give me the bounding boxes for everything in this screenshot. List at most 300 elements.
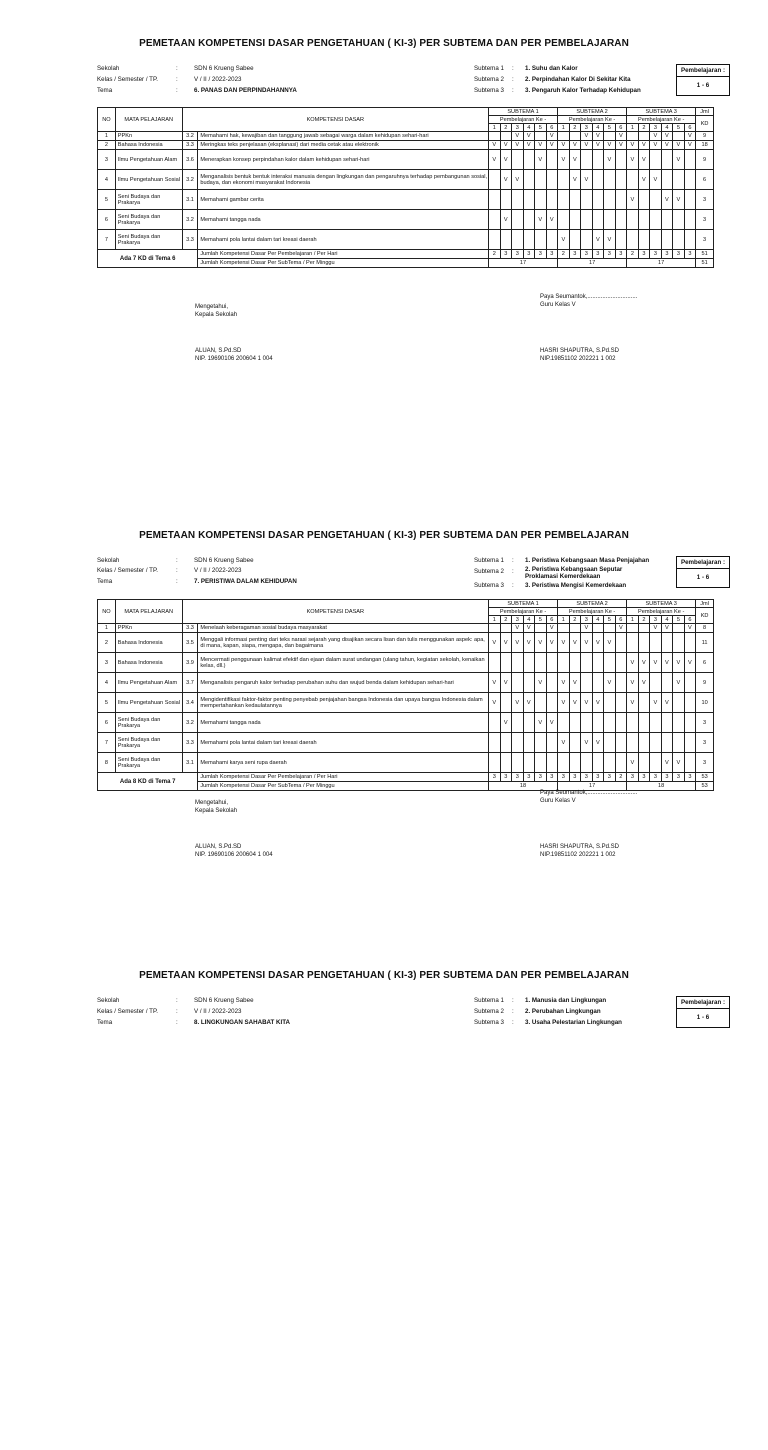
per-hari-count: 3 (512, 250, 524, 259)
row-check-mark: V (535, 210, 547, 230)
row-check-mark (546, 753, 558, 773)
row-check-mark (615, 713, 627, 733)
row-check-mark (512, 230, 524, 250)
row-subject: Seni Budaya dan Prakarya (115, 753, 182, 773)
info-label: Kelas / Semester / TP. (97, 76, 158, 83)
row-check-mark (673, 633, 685, 653)
per-hari-count: 3 (638, 773, 650, 782)
row-kd-description: Memahami pola lantai dalam tari kreasi daerah (198, 230, 489, 250)
subtema-label: Subtema 3 (474, 87, 504, 94)
row-check-mark: V (489, 673, 501, 693)
teacher-block (540, 293, 637, 309)
row-subject: Seni Budaya dan Prakarya (115, 733, 182, 753)
info-colon: : (176, 1008, 178, 1015)
info-value: 6. PANAS DAN PERPINDAHANNYA (194, 87, 297, 94)
row-number: 1 (98, 132, 116, 141)
col-pembelajaran-number: 6 (615, 616, 627, 624)
per-hari-count: 3 (535, 250, 547, 259)
row-total: 3 (696, 753, 714, 773)
row-number: 6 (98, 713, 116, 733)
section-title: PEMETAAN KOMPETENSI DASAR PENGETAHUAN ( KI-3) PER SUBTEMA DAN PER PEMBELAJARAN (139, 38, 629, 49)
per-hari-count: 3 (592, 250, 604, 259)
row-check-mark (650, 150, 662, 170)
info-label: Sekolah (97, 65, 120, 72)
col-pembelajaran-number: 1 (627, 616, 639, 624)
row-check-mark (638, 624, 650, 633)
col-pembelajaran-ke: Pembelajaran Ke - (489, 116, 558, 124)
row-check-mark (523, 170, 535, 190)
row-total: 10 (696, 693, 714, 713)
row-check-mark: V (661, 132, 673, 141)
kd-row (98, 150, 714, 170)
row-check-mark: V (650, 170, 662, 190)
row-check-mark: V (535, 713, 547, 733)
row-check-mark (523, 190, 535, 210)
headmaster-name-line: NIP. 19690106 200604 1 004 (195, 852, 273, 858)
subtema-row (474, 1017, 622, 1028)
subtema-row (474, 555, 653, 566)
col-pembelajaran-ke: Pembelajaran Ke - (558, 116, 627, 124)
row-check-mark (661, 673, 673, 693)
row-check-mark (615, 210, 627, 230)
row-subject: Ilmu Pengetahuan Sosial (115, 170, 182, 190)
per-hari-count: 3 (569, 250, 581, 259)
per-hari-count: 2 (489, 250, 501, 259)
teacher-block (540, 789, 637, 805)
row-check-mark: V (569, 633, 581, 653)
row-check-mark (627, 210, 639, 230)
row-check-mark (558, 624, 570, 633)
col-pembelajaran-ke: Pembelajaran Ke - (489, 608, 558, 616)
row-check-mark (500, 693, 512, 713)
row-check-mark (512, 653, 524, 673)
col-pembelajaran-number: 3 (512, 124, 524, 132)
row-check-mark (650, 673, 662, 693)
headmaster-block (195, 799, 237, 815)
kd-row (98, 653, 714, 673)
col-subtema: SUBTEMA 2 (558, 108, 627, 116)
row-check-mark (638, 132, 650, 141)
row-check-mark: V (627, 150, 639, 170)
col-subtema: SUBTEMA 3 (627, 108, 696, 116)
row-check-mark (615, 190, 627, 210)
col-pembelajaran-ke: Pembelajaran Ke - (558, 608, 627, 616)
info-row (97, 995, 290, 1006)
per-hari-count: 3 (592, 773, 604, 782)
row-check-mark: V (581, 141, 593, 150)
col-pembelajaran-number: 4 (592, 616, 604, 624)
info-value: 8. LINGKUNGAN SAHABAT KITA (194, 1019, 291, 1026)
per-minggu-count: 17 (558, 259, 627, 268)
row-check-mark: V (661, 653, 673, 673)
row-check-mark (489, 230, 501, 250)
per-hari-count: 3 (558, 773, 570, 782)
row-check-mark (615, 170, 627, 190)
row-number: 4 (98, 170, 116, 190)
row-check-mark (684, 150, 696, 170)
row-check-mark (615, 230, 627, 250)
row-check-mark: V (569, 170, 581, 190)
school-info (97, 555, 297, 587)
col-pembelajaran-number: 6 (615, 124, 627, 132)
row-check-mark: V (615, 624, 627, 633)
row-total: 3 (696, 230, 714, 250)
teacher-line: Paya Seumantok,.............................. (540, 790, 638, 796)
row-check-mark (604, 693, 616, 713)
row-check-mark (546, 733, 558, 753)
row-check-mark (523, 713, 535, 733)
row-kd-code: 3.2 (182, 170, 198, 190)
row-check-mark: V (615, 132, 627, 141)
kd-row (98, 753, 714, 773)
row-kd-description: Menelaah keberagaman sosial budaya masyarakat (198, 624, 489, 633)
row-check-mark (650, 753, 662, 773)
row-check-mark (569, 733, 581, 753)
row-check-mark: V (581, 693, 593, 713)
row-check-mark (523, 733, 535, 753)
row-check-mark: V (592, 230, 604, 250)
row-check-mark (592, 170, 604, 190)
row-check-mark (661, 210, 673, 230)
teacher-name-line: HASRI SHAPUTRA, S.Pd.SD (540, 348, 620, 354)
row-check-mark (604, 210, 616, 230)
row-check-mark (546, 673, 558, 693)
row-check-mark (673, 733, 685, 753)
row-check-mark: V (558, 230, 570, 250)
row-check-mark (673, 210, 685, 230)
row-check-mark: V (592, 132, 604, 141)
pembelajaran-value: 1 - 6 (696, 574, 710, 581)
row-check-mark: V (650, 653, 662, 673)
row-check-mark (627, 624, 639, 633)
row-check-mark: V (546, 210, 558, 230)
per-hari-count: 3 (500, 250, 512, 259)
per-hari-count: 3 (650, 250, 662, 259)
row-check-mark (615, 150, 627, 170)
col-pembelajaran-number: 2 (638, 124, 650, 132)
col-pembelajaran-number: 3 (650, 616, 662, 624)
col-jml: Jml (696, 600, 714, 608)
col-pembelajaran-number: 4 (592, 124, 604, 132)
row-check-mark: V (650, 624, 662, 633)
col-subtema: SUBTEMA 2 (558, 600, 627, 608)
row-subject: PPKn (115, 132, 182, 141)
headmaster-signature (195, 843, 273, 859)
row-kd-description: Memahami karya seni rupa daerah (198, 753, 489, 773)
subtema-row (474, 63, 641, 74)
teacher-line: Guru Kelas V (540, 302, 576, 308)
per-hari-count: 3 (627, 773, 639, 782)
row-check-mark (638, 753, 650, 773)
row-subject: Bahasa Indonesia (115, 653, 182, 673)
info-colon: : (176, 1019, 178, 1026)
row-check-mark: V (535, 141, 547, 150)
row-check-mark (592, 150, 604, 170)
row-check-mark: V (535, 150, 547, 170)
row-check-mark: V (581, 633, 593, 653)
col-pembelajaran-number: 6 (684, 616, 696, 624)
row-check-mark (489, 624, 501, 633)
row-check-mark (500, 653, 512, 673)
row-kd-code: 3.2 (182, 210, 198, 230)
row-check-mark (581, 713, 593, 733)
row-check-mark (684, 190, 696, 210)
row-number: 7 (98, 733, 116, 753)
col-jml: Jml (696, 108, 714, 116)
col-pembelajaran-number: 3 (581, 616, 593, 624)
row-total: 3 (696, 713, 714, 733)
col-kd-count: KD (696, 116, 714, 132)
info-value: SDN 6 Krueng Sabee (194, 997, 254, 1004)
row-check-mark: V (512, 132, 524, 141)
row-check-mark: V (650, 693, 662, 713)
school-info (97, 63, 297, 96)
row-check-mark: V (523, 633, 535, 653)
info-value: V / II / 2022-2023 (194, 76, 242, 83)
teacher-line: Paya Seumantok,.............................. (540, 294, 638, 300)
row-subject: Seni Budaya dan Prakarya (115, 190, 182, 210)
info-row (97, 576, 297, 587)
row-check-mark (592, 753, 604, 773)
row-check-mark: V (489, 141, 501, 150)
per-hari-label: Jumlah Kompetensi Dasar Per Pembelajaran / Per Hari (198, 250, 489, 259)
col-pembelajaran-number: 5 (673, 124, 685, 132)
row-check-mark (627, 713, 639, 733)
row-total: 3 (696, 733, 714, 753)
row-subject: Bahasa Indonesia (115, 633, 182, 653)
subtema-value: 1. Suhu dan Kalor (525, 65, 578, 72)
row-check-mark (581, 210, 593, 230)
row-number: 5 (98, 190, 116, 210)
row-check-mark (512, 190, 524, 210)
row-check-mark (558, 170, 570, 190)
row-number: 7 (98, 230, 116, 250)
per-hari-count: 3 (546, 773, 558, 782)
pembelajaran-label: Pembelajaran : (677, 557, 729, 569)
kd-row (98, 624, 714, 633)
row-check-mark: V (512, 633, 524, 653)
row-check-mark (627, 132, 639, 141)
row-check-mark (500, 753, 512, 773)
row-check-mark (546, 190, 558, 210)
row-check-mark (500, 230, 512, 250)
info-row (97, 63, 297, 74)
row-check-mark (627, 170, 639, 190)
row-check-mark: V (546, 713, 558, 733)
per-hari-count: 3 (535, 773, 547, 782)
row-check-mark (684, 753, 696, 773)
subtema-info (474, 555, 653, 591)
row-check-mark (627, 733, 639, 753)
row-check-mark (558, 653, 570, 673)
info-value: V / II / 2022-2023 (194, 567, 242, 574)
row-check-mark (535, 733, 547, 753)
row-check-mark (489, 132, 501, 141)
col-pembelajaran-number: 6 (684, 124, 696, 132)
row-check-mark: V (615, 141, 627, 150)
row-check-mark: V (546, 132, 558, 141)
row-check-mark: V (546, 624, 558, 633)
row-kd-description: Memahami gambar cerita (198, 190, 489, 210)
col-mapel: MATA PELAJARAN (115, 600, 182, 624)
row-check-mark: V (661, 753, 673, 773)
row-check-mark (512, 150, 524, 170)
row-check-mark (546, 230, 558, 250)
col-pembelajaran-number: 1 (558, 124, 570, 132)
row-check-mark (661, 230, 673, 250)
col-pembelajaran-number: 1 (489, 124, 501, 132)
pembelajaran-value: 1 - 6 (696, 82, 710, 89)
row-check-mark: V (512, 693, 524, 713)
col-pembelajaran-number: 5 (673, 616, 685, 624)
row-check-mark (535, 653, 547, 673)
per-hari-count: 2 (615, 773, 627, 782)
subtema-value: 3. Pengaruh Kalor Terhadap Kehidupan (525, 87, 641, 94)
col-pembelajaran-number: 4 (523, 616, 535, 624)
row-check-mark (523, 230, 535, 250)
subtema-row (474, 74, 641, 85)
info-colon: : (176, 76, 178, 83)
row-check-mark (581, 190, 593, 210)
col-pembelajaran-number: 2 (638, 616, 650, 624)
info-colon: : (176, 65, 178, 72)
subtema-label: Subtema 1 (474, 997, 504, 1004)
subtema-value: 1. Manusia dan Lingkungan (525, 997, 607, 1004)
row-check-mark: V (638, 653, 650, 673)
row-check-mark: V (604, 230, 616, 250)
row-check-mark (684, 693, 696, 713)
subtema-colon: : (512, 1019, 514, 1026)
row-check-mark (592, 673, 604, 693)
row-kd-description: Menganalisis bentuk bentuk interaksi manusia dengan lingkungan dan pengaruhnya terhadap pembangunan sosial, budaya, dan ekonomi masyarakat Indonesia (198, 170, 489, 190)
row-check-mark: V (500, 713, 512, 733)
row-total: 18 (696, 141, 714, 150)
row-check-mark: V (661, 624, 673, 633)
row-kd-code: 3.7 (182, 673, 198, 693)
school-info (97, 995, 290, 1028)
row-check-mark: V (500, 673, 512, 693)
per-minggu-count: 17 (489, 259, 558, 268)
row-subject: PPKn (115, 624, 182, 633)
row-check-mark: V (512, 141, 524, 150)
per-minggu-total: 53 (696, 782, 714, 791)
row-check-mark: V (592, 141, 604, 150)
col-pembelajaran-ke: Pembelajaran Ke - (627, 116, 696, 124)
per-hari-count: 3 (500, 773, 512, 782)
info-label: Sekolah (97, 997, 120, 1004)
row-total: 6 (696, 653, 714, 673)
row-kd-code: 3.3 (182, 141, 198, 150)
row-check-mark: V (558, 693, 570, 713)
row-kd-description: Meringkas teks penjelasan (eksplanasi) dari media cetak atau elektronik (198, 141, 489, 150)
row-check-mark (523, 210, 535, 230)
per-hari-count: 2 (558, 250, 570, 259)
row-check-mark (592, 210, 604, 230)
row-check-mark (581, 753, 593, 773)
row-check-mark: V (512, 170, 524, 190)
headmaster-line: Kepala Sekolah (195, 312, 238, 318)
col-pembelajaran-ke: Pembelajaran Ke - (627, 608, 696, 616)
row-check-mark: V (523, 624, 535, 633)
subtema-colon: : (512, 1008, 514, 1015)
per-hari-count: 3 (581, 250, 593, 259)
row-check-mark (661, 713, 673, 733)
subtema-label: Subtema 3 (474, 582, 504, 589)
row-check-mark: V (569, 673, 581, 693)
row-check-mark (684, 673, 696, 693)
row-check-mark: V (627, 190, 639, 210)
col-mapel: MATA PELAJARAN (115, 108, 182, 132)
col-pembelajaran-number: 5 (604, 616, 616, 624)
row-kd-description: Memahami tangga nada (198, 713, 489, 733)
row-check-mark: V (592, 733, 604, 753)
row-check-mark: V (546, 633, 558, 653)
headmaster-line: Mengetahui, (195, 304, 229, 310)
per-hari-count: 3 (638, 250, 650, 259)
row-check-mark (581, 150, 593, 170)
row-check-mark (661, 733, 673, 753)
subtema-label: Subtema 1 (474, 65, 504, 72)
subtema-row (474, 995, 622, 1006)
subtema-colon: : (512, 582, 514, 589)
row-check-mark: V (684, 653, 696, 673)
teacher-name-line: NIP.19851102 202221 1 002 (540, 852, 616, 858)
row-check-mark (569, 190, 581, 210)
row-check-mark: V (684, 141, 696, 150)
subtema-row (474, 566, 653, 580)
row-check-mark (512, 673, 524, 693)
row-check-mark (535, 693, 547, 713)
row-check-mark: V (627, 673, 639, 693)
per-hari-total: 51 (696, 250, 714, 259)
row-check-mark (661, 150, 673, 170)
row-check-mark (535, 190, 547, 210)
row-kd-description: Menerapkan konsep perpindahan kalor dalam kehidupan sehari-hari (198, 150, 489, 170)
per-hari-count: 3 (523, 773, 535, 782)
info-row (97, 565, 297, 576)
row-check-mark: V (673, 653, 685, 673)
row-check-mark: V (569, 693, 581, 713)
headmaster-block (195, 303, 237, 319)
subtema-row (474, 1006, 622, 1017)
row-number: 4 (98, 673, 116, 693)
pembelajaran-label: Pembelajaran : (677, 65, 729, 77)
info-label: Kelas / Semester / TP. (97, 567, 158, 574)
row-check-mark (558, 132, 570, 141)
row-kd-code: 3.5 (182, 633, 198, 653)
row-check-mark: V (581, 132, 593, 141)
subtema-colon: : (512, 568, 514, 575)
row-kd-description: Menggali informasi penting dari teks narasi sejarah yang disajikan secara lisan dan tulis menggunakan aspek: apa, di mana, kapan, siapa, mengapa, dan bagaimana (198, 633, 489, 653)
row-check-mark (684, 713, 696, 733)
subtema-value: 3. Peristiwa Mengisi Kemerdekaan (525, 582, 627, 589)
row-check-mark (604, 170, 616, 190)
row-check-mark (615, 653, 627, 673)
row-check-mark (489, 210, 501, 230)
subtema-label: Subtema 2 (474, 76, 504, 83)
headmaster-name-line: NIP. 19690106 200604 1 004 (195, 356, 273, 362)
row-check-mark: V (535, 673, 547, 693)
subtema-label: Subtema 1 (474, 557, 504, 564)
row-check-mark (569, 713, 581, 733)
row-check-mark (500, 733, 512, 753)
per-hari-count: 2 (627, 250, 639, 259)
row-check-mark (650, 713, 662, 733)
col-pembelajaran-number: 4 (661, 616, 673, 624)
row-number: 2 (98, 633, 116, 653)
row-check-mark (581, 653, 593, 673)
row-check-mark (569, 230, 581, 250)
